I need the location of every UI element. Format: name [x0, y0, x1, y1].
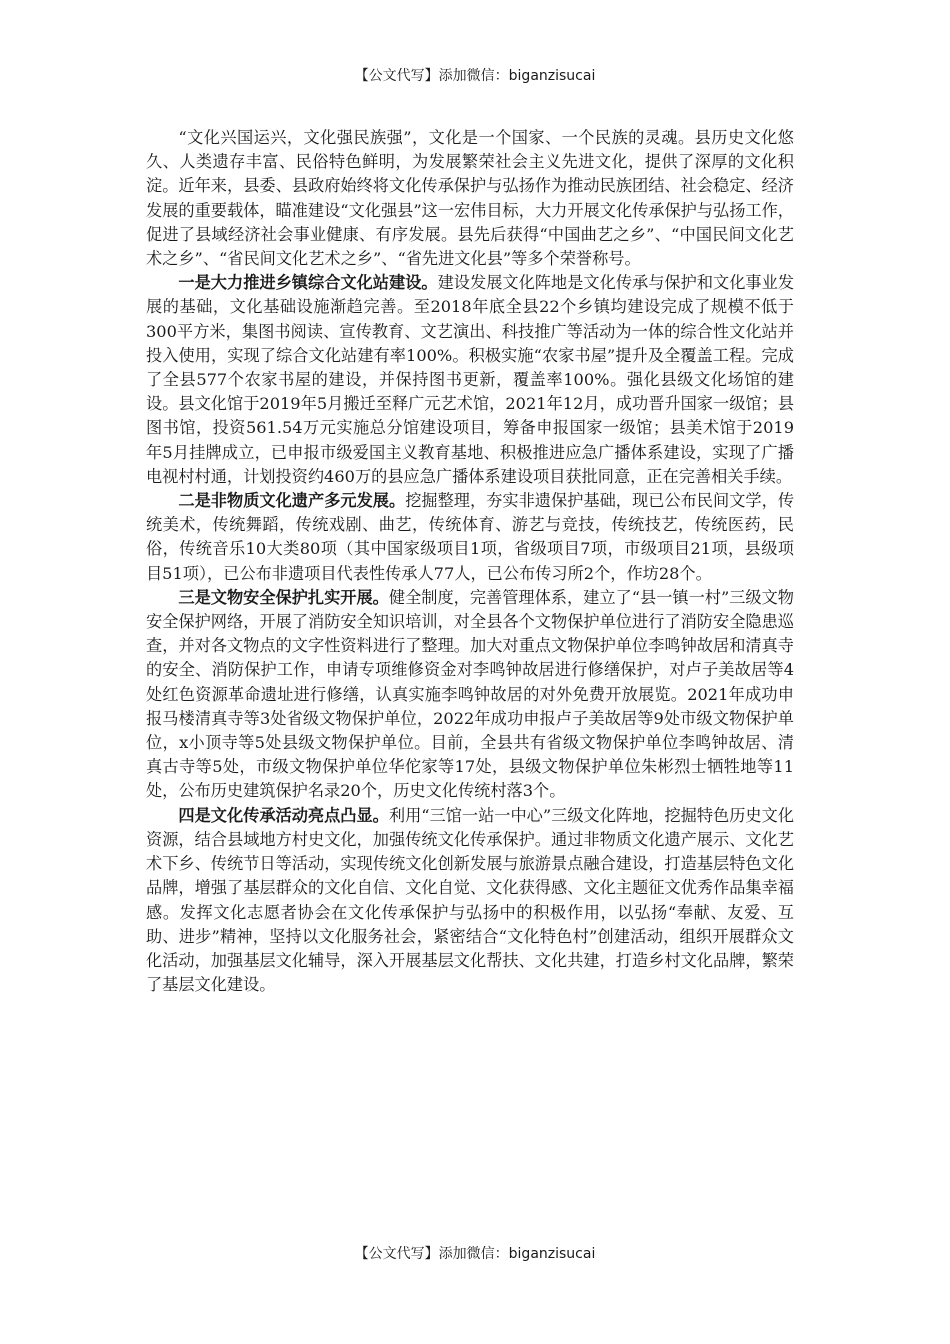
paragraph-section-2 — [146, 489, 794, 586]
section-heading: 二是非物质文化遗产多元发展。 — [178, 491, 406, 511]
paragraph-section-4 — [146, 804, 794, 998]
section-heading: 一是大力推进乡镇综合文化站建设。 — [178, 273, 438, 293]
paragraph-text: 建设发展文化阵地是文化传承与保护和文化事业发展的基础，文化基础设施渐趋完善。至2018年底全县22个乡镇均建设完成了规模不低于300平方米，集图书阅读、宣传教育、文艺演出、科技推广等活动为一体的综合性文化站并投入使用，实现了综合文化站建有率100%。积极实施“农家书屋”提升及全覆盖工程。完成了全县577个农家书屋的建设，并保持图书更新，覆盖率100%。强化县级文化场馆的建设。县文化馆于2019年5月搬迁至释广元艺术馆，2021年12月，成功晋升国家一级馆；县图书馆，投资561.54万元实施总分馆建设项目，筹备申报国家一级馆；县美术馆于2019年5月挂牌成立，已申报市级爱国主义教育基地、积极推进应急广播体系建设，实现了广播电视村村通，计划投资约460万的县应急广播体系建设项目获批同意，正在完善相关手续。 — [146, 273, 795, 486]
document-body — [146, 126, 794, 997]
section-heading: 四是文化传承活动亮点凸显。 — [178, 805, 389, 825]
paragraph-intro — [146, 126, 794, 271]
section-heading: 三是文物安全保护扎实开展。 — [178, 587, 389, 607]
paragraph-text: 健全制度，完善管理体系，建立了“县一镇一村”三级文物安全保护网络，开展了消防安全知识培训，对全县各个文物保护单位进行了消防安全隐患巡查，并对各文物点的文字性资料进行了整理。加大对重点文物保护单位李鸣钟故居和清真寺的安全、消防保护工作，申请专项维修资金对李鸣钟故居进行修缮保护，对卢子美故居等4处红色资源革命遗址进行修缮，认真实施李鸣钟故居的对外免费开放展览。2021年成功申报马楼清真寺等3处省级文物保护单位，2022年成功申报卢子美故居等9处市级文物保护单位，x小顶寺等5处县级文物保护单位。目前，全县共有省级文物保护单位李鸣钟故居、清真古寺等5处，市级文物保护单位华佗家等17处，县级文物保护单位朱彬烈士牺牲地等11处，公布历史建筑保护名录20个，历史文化传统村落3个。 — [146, 587, 794, 801]
page-footer: 【公文代写】添加微信：biganzisucai — [354, 1246, 596, 1262]
paragraph-text: 利用“三馆一站一中心”三级文化阵地，挖掘特色历史文化资源，结合县域地方村史文化，加强传统文化传承保护。通过非物质文化遗产展示、文化艺术下乡、传统节日等活动，实现传统文化创新发展与旅游景点融合建设，打造基层特色文化品牌，增强了基层群众的文化自信、文化自觉、文化获得感、文化主题征文优秀作品集幸福感。发挥文化志愿者协会在文化传承保护与弘扬中的积极作用，以弘扬“奉献、友爱、互助、进步”精神，坚持以文化服务社会，紧密结合“文化特色村”创建活动，组织开展群众文化活动，加强基层文化辅导，深入开展基层文化帮扶、文化共建，打造乡村文化品牌，繁荣了基层文化建设。 — [146, 805, 794, 995]
paragraph-section-3 — [146, 586, 794, 804]
paragraph-text: 挖掘整理，夯实非遗保护基础，现已公布民间文学，传统美术，传统舞蹈，传统戏剧、曲艺，传统体育、游艺与竞技，传统技艺，传统医药，民俗，传统音乐10大类80项（其中国家级项目1项，省级项目7项，市级项目21项，县级项目51项），已公布非遗项目代表性传承人77人，已公布传习所2个，作坊28个。 — [146, 491, 795, 583]
paragraph-text: “文化兴国运兴，文化强民族强”，文化是一个国家、一个民族的灵魂。县历史文化悠久、人类遗存丰富、民俗特色鲜明，为发展繁荣社会主义先进文化，提供了深厚的文化积淀。近年来，县委、县政府始终将文化传承保护与弘扬作为推动民族团结、社会稳定、经济发展的重要载体，瞄准建设“文化强县”这一宏伟目标，大力开展文化传承保护与弘扬工作，促进了县域经济社会事业健康、有序发展。县先后获得“中国曲艺之乡”、“中国民间文化艺术之乡”、“省民间文化艺术之乡”、“省先进文化县”等多个荣誉称号。 — [146, 128, 794, 269]
paragraph-section-1 — [146, 271, 794, 489]
page-header: 【公文代写】添加微信：biganzisucai — [354, 68, 596, 84]
